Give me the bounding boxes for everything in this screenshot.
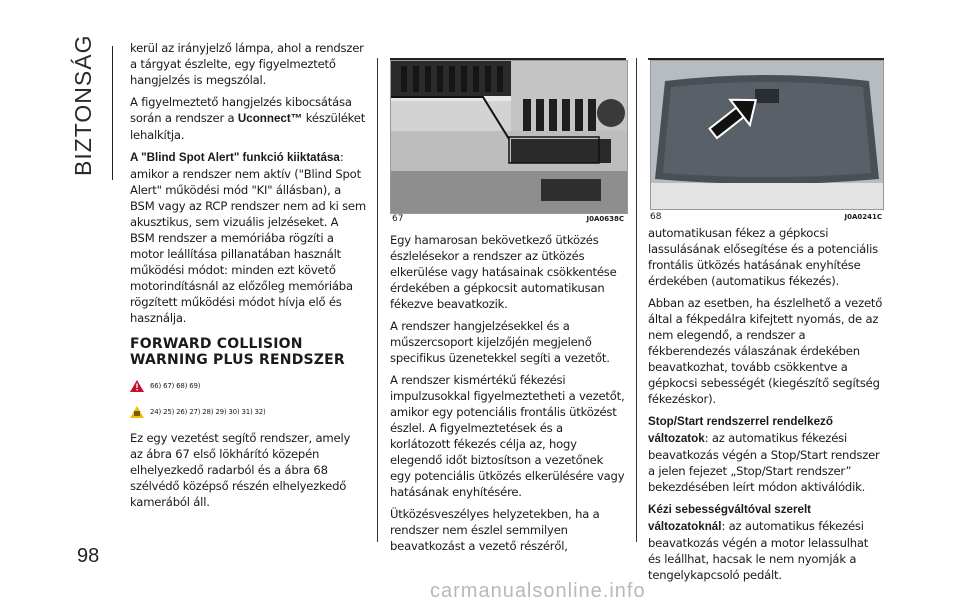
column-divider-1 <box>377 58 378 542</box>
text-run: : amikor a rendszer nem aktív ("Blind Spot Alert" működési mód "KI" állásban), a BSM vagy az RCP rendszer nem ad ki sem akusztikus, sem vizuális jelzéseket. A BSM rendszer a memóriába rögzíti a motor leállítása pillanatában használt működési módot: minden ezt követő motorindításnál az előzőleg memóriába rögzített működési módot hívja elő és használja. <box>130 150 366 325</box>
watermark-text: carmanualsonline.info <box>430 580 646 602</box>
text-run: : az automatikus fékezési beavatkozás végén a Stop/Start rendszer a jelen fejezet „Stop/Start rendszer” bekezdésében leírt módon aktiválódik. <box>648 431 880 494</box>
bold-term: A "Blind Spot Alert" funkció kiiktatása <box>130 151 340 164</box>
warning-triangle-icon <box>130 380 144 392</box>
figure-number: 67 <box>392 214 404 224</box>
text-column-2 <box>390 232 626 560</box>
chapter-side-title <box>70 34 110 176</box>
caution-references <box>130 404 366 420</box>
caution-refs-text: 24) 25) 26) 27) 28) 29) 30) 31) 32) <box>150 408 266 416</box>
figure-68-windshield-camera-photo <box>650 60 884 210</box>
paragraph: A rendszer hangjelzésekkel és a műszercsoport kijelzőjén megjelenő specifikus üzenetekkel segíti a vezetőt. <box>390 319 610 365</box>
page-number: 98 <box>77 545 100 567</box>
bold-term: Stop/Start rendszerrel rendelkező változatok <box>648 415 833 445</box>
paragraph <box>130 94 366 143</box>
figure-67-caption <box>392 214 624 224</box>
paragraph: Ütközésveszélyes helyzetekben, ha a rendszer nem észlel semmilyen beavatkozást a vezető részéről, <box>390 507 600 553</box>
bold-term: Kézi sebességváltóval szerelt változatoknál <box>648 503 812 533</box>
chapter-title-text: BIZTONSÁG <box>70 34 96 176</box>
text-column-1 <box>130 40 366 516</box>
section-heading: FORWARD COLLISION WARNING PLUS RENDSZER <box>130 336 345 368</box>
text-column-3 <box>648 225 884 589</box>
paragraph: Ez egy vezetést segítő rendszer, amely az ábra 67 első lökhárító közepén elhelyezkedő radarból és a ábra 68 szélvédő középső részén elhelyezkedő kamerából áll. <box>130 431 351 509</box>
paragraph <box>130 149 366 326</box>
paragraph: Egy hamarosan bekövetkező ütközés észlelésekor a rendszer az ütközés elkerülése vagy hatásainak csökkentése érdekében a gépkocsit automatikusan fékezve beavatkozik. <box>390 233 617 311</box>
figure-code: J0A0638C <box>586 215 624 223</box>
text-run: : az automatikus fékezési beavatkozás végén a motor lelassulhat és leállhat, hacsak le nem nyomják a tengelykapcsoló pedált. <box>648 519 869 582</box>
figure-68-caption <box>650 212 882 222</box>
paragraph: A rendszer kismértékű fékezési impulzusokkal figyelmeztetheti a vezetőt, amikor egy potenciális frontális ütközést észlel. A figyelmeztetések és a korlátozott fékezés célja az, hogy elegendő időt biztosítson a vezetőnek egy potenciális ütközés elkerülésére vagy hatásának enyhítésére. <box>390 373 625 499</box>
warning-refs-text: 66) 67) 68) 69) <box>150 382 201 390</box>
windshield-illustration <box>651 61 883 209</box>
paragraph <box>648 501 884 583</box>
side-title-rule <box>112 46 113 180</box>
figure-number: 68 <box>650 212 662 222</box>
paragraph: Abban az esetben, ha észlelhető a vezető által a fékpedálra kifejtett nyomás, de az nem elegendő, a rendszer a fékberendezés válaszának érdekében beavatkozhat, tovább csökkentve a gépkocsi sebességét (kiegészítő segítség fékezéskor). <box>648 296 883 406</box>
figure-67-front-bumper-photo <box>390 60 628 214</box>
warning-references <box>130 378 366 394</box>
column-divider-2 <box>636 58 637 542</box>
figure-code: J0A0241C <box>844 213 882 221</box>
text-run: készüléket lehalkítja. <box>130 111 366 142</box>
paragraph <box>648 413 884 495</box>
car-front-illustration <box>391 61 627 213</box>
paragraph: kerül az irányjelző lámpa, ahol a rendszer a tárgyat észlelte, egy figyelmeztető hangjelzés is megszólal. <box>130 41 364 87</box>
bold-term: Uconnect™ <box>237 112 303 125</box>
caution-icon <box>130 406 144 418</box>
paragraph: automatikusan fékez a gépkocsi lassulásának elősegítése és a potenciális frontális ütközés hatásának enyhítése érdekében (automatikus fékezés). <box>648 226 878 288</box>
text-run: A figyelmeztető hangjelzés kibocsátása során a rendszer a <box>130 95 352 125</box>
